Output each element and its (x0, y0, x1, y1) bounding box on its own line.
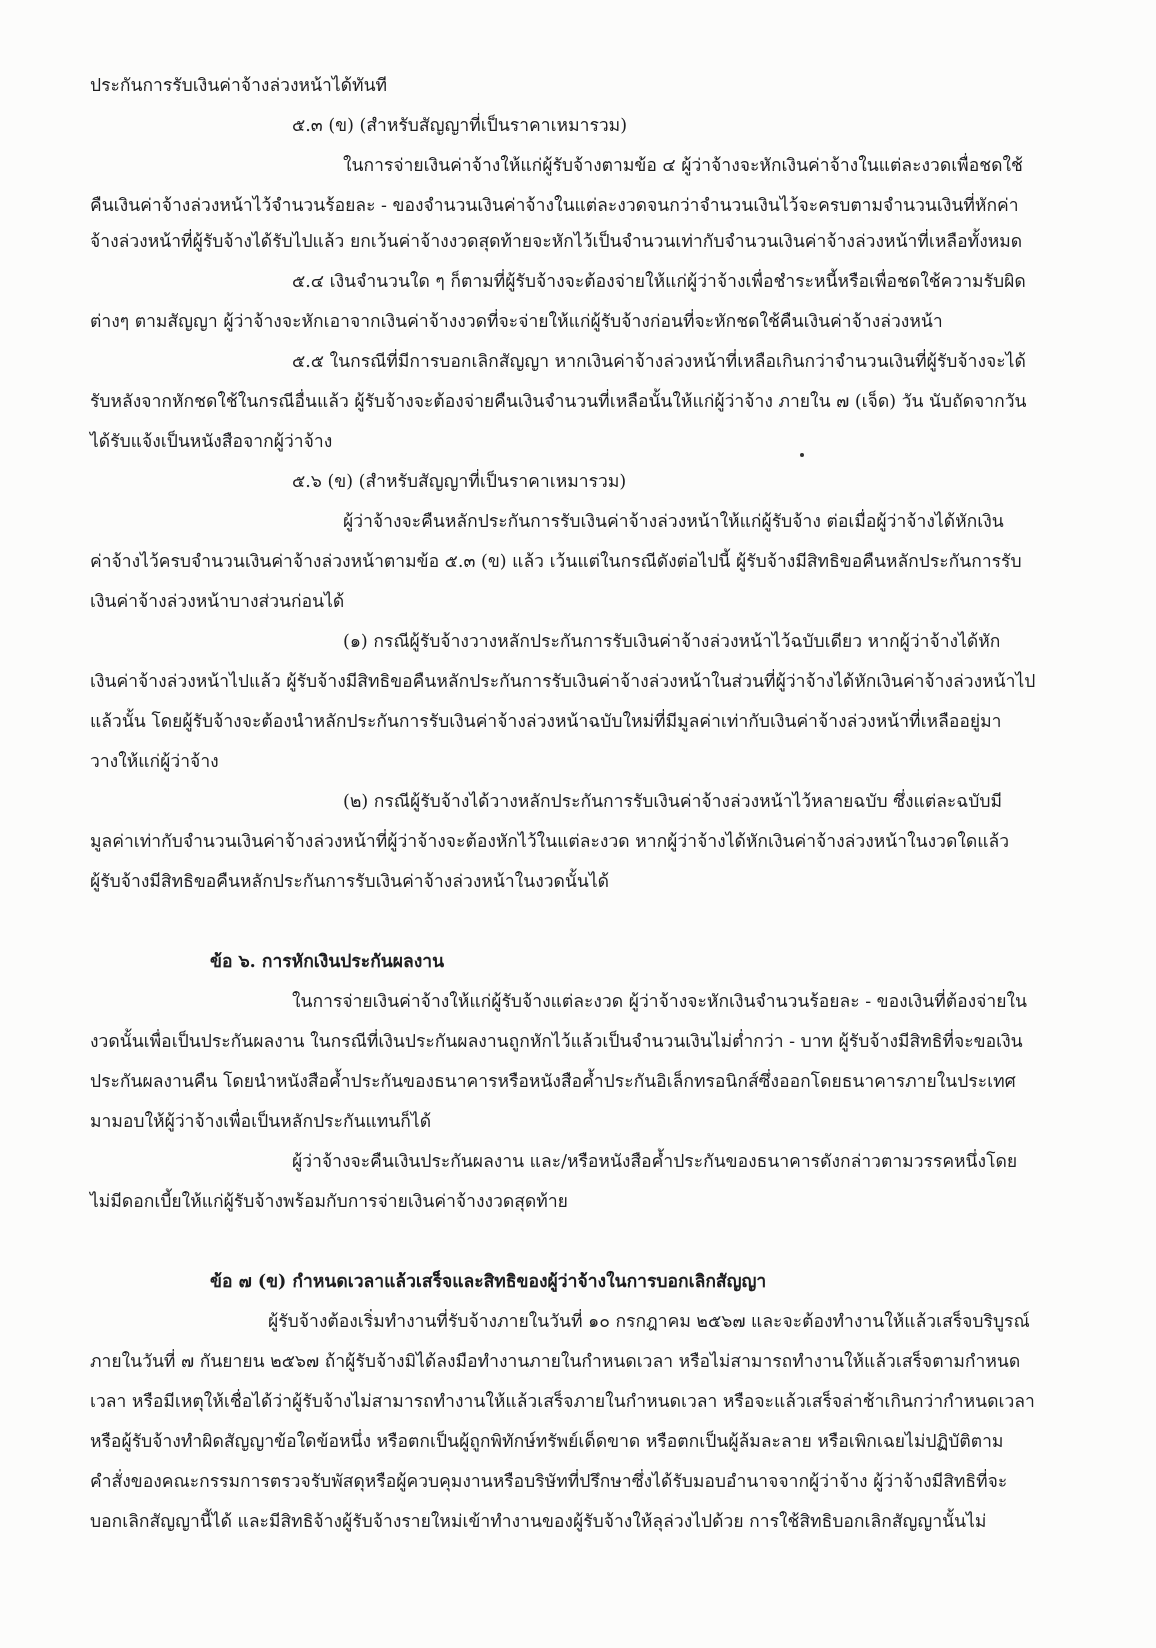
text-line: ผู้ว่าจ้างจะคืนหลักประกันการรับเงินค่าจ้างล่วงหน้าให้แก่ผู้รับจ้าง ต่อเมื่อผู้ว่าจ้างได้หักเงิน (343, 512, 1004, 532)
text-line: แล้วนั้น โดยผู้รับจ้างจะต้องนำหลักประกันการรับเงินค่าจ้างล่วงหน้าฉบับใหม่ที่มีมูลค่าเท่ากับเงินค่าจ้างล่วงหน้าที่เหลืออยู่มา (90, 712, 1002, 732)
clause-5-6-item-2: (๒) กรณีผู้รับจ้างได้วางหลักประกันการรับเงินค่าจ้างล่วงหน้าไว้หลายฉบับ ซึ่งแต่ละฉบับมี (343, 792, 1002, 812)
text-line: มามอบให้ผู้ว่าจ้างเพื่อเป็นหลักประกันแทนก็ได้ (90, 1112, 432, 1132)
text-line: ผู้ว่าจ้างจะคืนเงินประกันผลงาน และ/หรือหนังสือค้ำประกันของธนาคารดังกล่าวตามวรรคหนึ่งโดย (292, 1152, 1018, 1172)
clause-5-5: ๕.๕ ในกรณีที่มีการบอกเลิกสัญญา หากเงินค่าจ้างล่วงหน้าที่เหลือเกินกว่าจำนวนเงินที่ผู้รับจ้างจะได้ (292, 352, 1026, 372)
text-line: คืนเงินค่าจ้างล่วงหน้าไว้จำนวนร้อยละ - ของจำนวนเงินค่าจ้างในแต่ละงวดจนกว่าจำนวนเงินไว้จะครบตามจำนวนเงินที่หักค่า (90, 196, 1019, 216)
text-line: งวดนั้นเพื่อเป็นประกันผลงาน ในกรณีที่เงินประกันผลงานถูกหักไว้แล้วเป็นจำนวนเงินไม่ต่ำกว่า - บาท ผู้รับจ้างมีสิทธิที่จะขอเงิน (90, 1032, 1023, 1052)
text-line: ในการจ่ายเงินค่าจ้างให้แก่ผู้รับจ้างตามข้อ ๔ ผู้ว่าจ้างจะหักเงินค่าจ้างในแต่ละงวดเพื่อชดใช้ (343, 156, 1023, 176)
text-line: เวลา หรือมีเหตุให้เชื่อได้ว่าผู้รับจ้างไม่สามารถทำงานให้แล้วเสร็จภายในกำหนดเวลา หรือจะแล้วเสร็จล่าช้าเกินกว่ากำหนดเวลา (90, 1392, 1035, 1412)
text-line: ค่าจ้างไว้ครบจำนวนเงินค่าจ้างล่วงหน้าตามข้อ ๕.๓ (ข) แล้ว เว้นแต่ในกรณีดังต่อไปนี้ ผู้รับจ้างมีสิทธิขอคืนหลักประกันการรับ (90, 552, 1022, 572)
clause-5-6-item-1: (๑) กรณีผู้รับจ้างวางหลักประกันการรับเงินค่าจ้างล่วงหน้าไว้ฉบับเดียว หากผู้ว่าจ้างได้หัก (343, 632, 1001, 652)
text-line: หรือผู้รับจ้างทำผิดสัญญาข้อใดข้อหนึ่ง หรือตกเป็นผู้ถูกพิทักษ์ทรัพย์เด็ดขาด หรือตกเป็นผู้ล้มละลาย หรือเพิกเฉยไม่ปฏิบัติตาม (90, 1432, 1004, 1452)
text-line: วางให้แก่ผู้ว่าจ้าง (90, 752, 219, 772)
text-line: ภายในวันที่ ๗ กันยายน ๒๕๖๗ ถ้าผู้รับจ้างมิได้ลงมือทำงานภายในกำหนดเวลา หรือไม่สามารถทำงานให้แล้วเสร็จตามกำหนด (90, 1352, 1021, 1372)
text-line: ต่างๆ ตามสัญญา ผู้ว่าจ้างจะหักเอาจากเงินค่าจ้างงวดที่จะจ่ายให้แก่ผู้รับจ้างก่อนที่จะหักชดใช้คืนเงินค่าจ้างล่วงหน้า (90, 312, 943, 332)
section-6-heading: ข้อ ๖. การหักเงินประกันผลงาน (210, 952, 445, 972)
section-7-heading: ข้อ ๗ (ข) กำหนดเวลาแล้วเสร็จและสิทธิของผู้ว่าจ้างในการบอกเลิกสัญญา (210, 1272, 767, 1292)
text-line: ประกันผลงานคืน โดยนำหนังสือค้ำประกันของธนาคารหรือหนังสือค้ำประกันอิเล็กทรอนิกส์ซึ่งออกโดยธนาคารภายในประเทศ (90, 1072, 1016, 1092)
text-line: เงินค่าจ้างล่วงหน้าบางส่วนก่อนได้ (90, 592, 345, 612)
scan-speck (800, 453, 804, 457)
text-line: ผู้รับจ้างมีสิทธิขอคืนหลักประกันการรับเงินค่าจ้างล่วงหน้าในงวดนั้นได้ (90, 872, 610, 892)
text-line: รับหลังจากหักชดใช้ในกรณีอื่นแล้ว ผู้รับจ้างจะต้องจ่ายคืนเงินจำนวนที่เหลือนั้นให้แก่ผู้ว่าจ้าง ภายใน ๗ (เจ็ด) วัน นับถัดจากวัน (90, 392, 1027, 412)
text-line: คำสั่งของคณะกรรมการตรวจรับพัสดุหรือผู้ควบคุมงานหรือบริษัทที่ปรึกษาซึ่งได้รับมอบอำนาจจากผู้ว่าจ้าง ผู้ว่าจ้างมีสิทธิที่จะ (90, 1472, 1008, 1492)
clause-5-4: ๕.๔ เงินจำนวนใด ๆ ก็ตามที่ผู้รับจ้างจะต้องจ่ายให้แก่ผู้ว่าจ้างเพื่อชำระหนี้หรือเพื่อชดใช้ความรับผิด (292, 272, 1026, 292)
text-line: ผู้รับจ้างต้องเริ่มทำงานที่รับจ้างภายในวันที่ ๑๐ กรกฎาคม ๒๕๖๗ และจะต้องทำงานให้แล้วเสร็จบริบูรณ์ (268, 1312, 1030, 1332)
text-line: ไม่มีดอกเบี้ยให้แก่ผู้รับจ้างพร้อมกับการจ่ายเงินค่าจ้างงวดสุดท้าย (90, 1192, 568, 1212)
text-line: ในการจ่ายเงินค่าจ้างให้แก่ผู้รับจ้างแต่ละงวด ผู้ว่าจ้างจะหักเงินจำนวนร้อยละ - ของเงินที่ต้องจ่ายใน (292, 992, 1027, 1012)
clause-5-6-heading: ๕.๖ (ข) (สำหรับสัญญาที่เป็นราคาเหมารวม) (292, 472, 627, 492)
text-line: บอกเลิกสัญญานี้ได้ และมีสิทธิจ้างผู้รับจ้างรายใหม่เข้าทำงานของผู้รับจ้างให้ลุล่วงไปด้วย การใช้สิทธิบอกเลิกสัญญานั้นไม่ (90, 1512, 987, 1532)
text-line: ประกันการรับเงินค่าจ้างล่วงหน้าได้ทันที (90, 76, 388, 96)
text-line: จ้างล่วงหน้าที่ผู้รับจ้างได้รับไปแล้ว ยกเว้นค่าจ้างงวดสุดท้ายจะหักไว้เป็นจำนวนเท่ากับจำนวนเงินค่าจ้างล่วงหน้าที่เหลือทั้งหมด (90, 232, 1023, 252)
clause-5-3-heading: ๕.๓ (ข) (สำหรับสัญญาที่เป็นราคาเหมารวม) (292, 116, 628, 136)
text-line: ได้รับแจ้งเป็นหนังสือจากผู้ว่าจ้าง (90, 432, 333, 452)
text-line: มูลค่าเท่ากับจำนวนเงินค่าจ้างล่วงหน้าที่ผู้ว่าจ้างจะต้องหักไว้ในแต่ละงวด หากผู้ว่าจ้างได้หักเงินค่าจ้างล่วงหน้าในงวดใดแล้ว (90, 832, 1010, 852)
text-line: เงินค่าจ้างล่วงหน้าไปแล้ว ผู้รับจ้างมีสิทธิขอคืนหลักประกันการรับเงินค่าจ้างล่วงหน้าในส่วนที่ผู้ว่าจ้างได้หักเงินค่าจ้างล่วงหน้าไป (90, 672, 1036, 692)
